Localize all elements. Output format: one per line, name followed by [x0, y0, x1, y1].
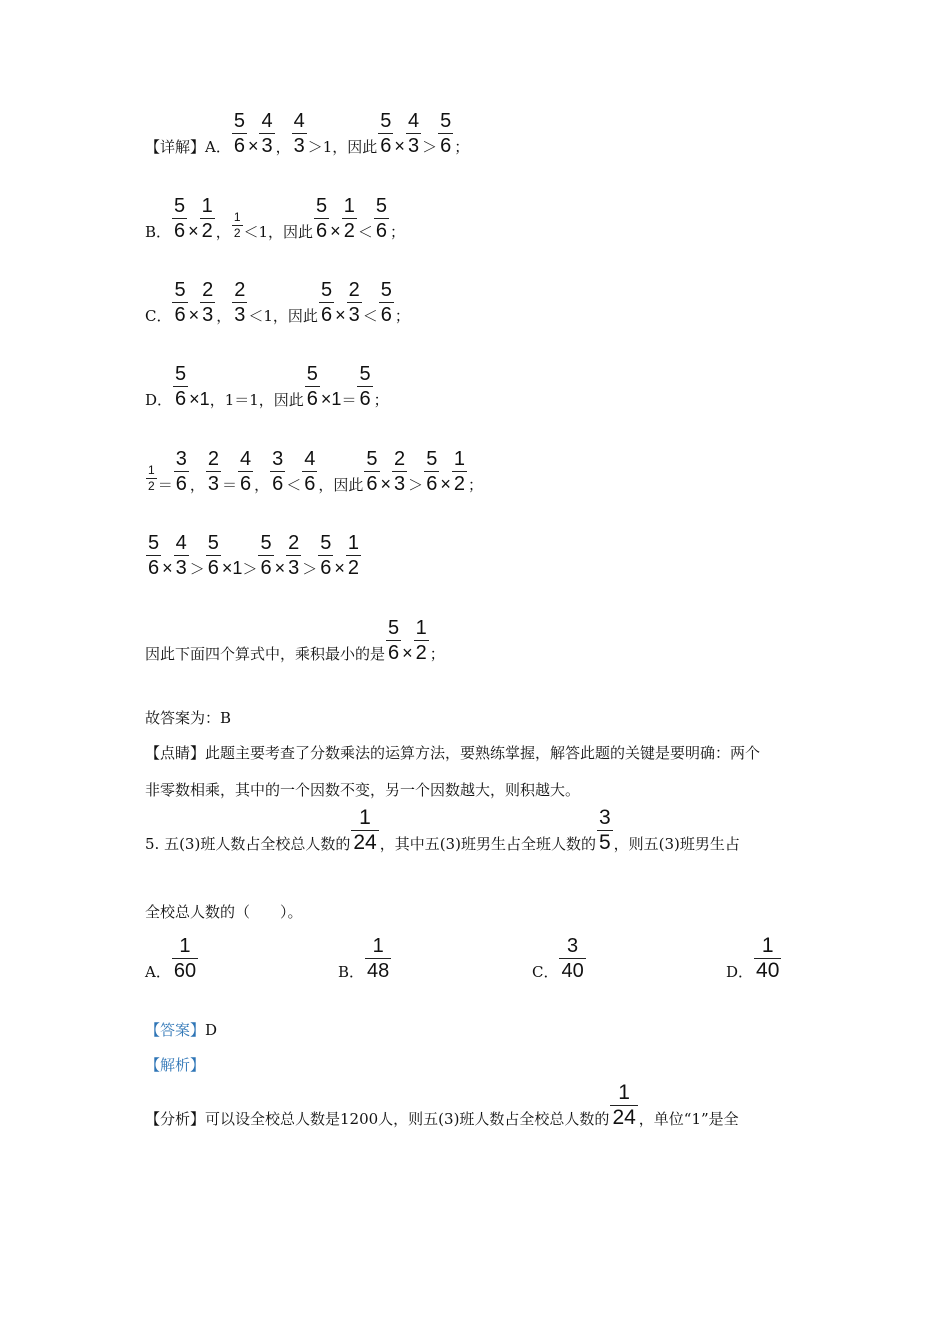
- numerator: 5: [366, 448, 378, 470]
- fraction-bar: [146, 555, 161, 556]
- multiply-sign: ×1: [320, 389, 342, 409]
- fraction-bar: [414, 640, 429, 641]
- text-run: ＞: [302, 560, 318, 578]
- fraction: [351, 807, 378, 854]
- fraction-bar: [318, 555, 333, 556]
- fraction-bar: [232, 133, 247, 134]
- fraction: [342, 195, 357, 242]
- denominator: 6: [207, 557, 219, 579]
- numerator: 5: [359, 363, 371, 385]
- numerator: 5: [380, 279, 392, 301]
- numerator: 1: [359, 806, 371, 829]
- fraction: [378, 110, 393, 157]
- text-run: ，: [254, 476, 270, 494]
- text-line: [145, 363, 389, 410]
- numerator: 1: [415, 617, 427, 639]
- text-run: 【详解】A．: [145, 138, 231, 156]
- denominator: 24: [353, 831, 377, 854]
- text-run: 5. 五(3)班人数占全校总人数的: [145, 835, 351, 853]
- text-run: ＜: [362, 307, 378, 325]
- denominator: 6: [375, 220, 387, 242]
- fraction: [232, 110, 247, 157]
- fraction-bar: [342, 218, 357, 219]
- option-label: D．: [726, 963, 754, 981]
- numerator: 1: [372, 935, 384, 957]
- text-run: ，: [275, 138, 291, 156]
- numerator: 1: [347, 532, 359, 554]
- multiply-sign: ×: [394, 136, 405, 156]
- text-line: [145, 1055, 205, 1075]
- denominator: 3: [234, 304, 246, 326]
- text-run: ，: [189, 476, 205, 494]
- numerator: 5: [316, 195, 328, 217]
- fraction: [392, 448, 407, 495]
- fraction: [374, 195, 389, 242]
- fraction-bar: [172, 218, 187, 219]
- fraction: [424, 448, 439, 495]
- fraction: [174, 532, 189, 579]
- fraction-bar: [200, 218, 215, 219]
- option-label: C．: [532, 963, 559, 981]
- text-line: [145, 1082, 739, 1129]
- numerator: 1: [148, 463, 155, 477]
- text-run: ；: [429, 645, 445, 663]
- fraction-bar: [286, 555, 301, 556]
- fraction: [559, 935, 585, 982]
- text-line: [145, 1020, 217, 1040]
- option-label: B．: [338, 963, 365, 981]
- denominator: 6: [320, 304, 333, 326]
- text-run: ，: [215, 223, 231, 241]
- multiply-sign: ×: [247, 136, 259, 156]
- fraction: [386, 617, 401, 664]
- fraction-bar: [302, 471, 317, 472]
- numerator: 3: [567, 935, 579, 957]
- fraction-bar: [357, 386, 372, 387]
- denominator: 3: [394, 473, 406, 495]
- numerator: 2: [394, 448, 406, 470]
- fraction-bar: [173, 386, 188, 387]
- denominator: 48: [367, 960, 390, 982]
- denominator: 6: [148, 557, 160, 579]
- numerator: 1: [179, 935, 191, 957]
- denominator: 24: [612, 1106, 636, 1129]
- fraction-bar: [424, 471, 439, 472]
- fraction: [357, 363, 372, 410]
- text-line: [145, 279, 410, 326]
- fraction-bar: [452, 471, 467, 472]
- text-line: [145, 743, 760, 763]
- text-run: ；: [394, 307, 410, 325]
- text-run: C．: [145, 307, 172, 325]
- fraction-bar: [374, 218, 389, 219]
- fraction: [379, 279, 394, 326]
- text-line: [145, 708, 231, 728]
- numerator: 2: [348, 279, 360, 301]
- text-line: [145, 902, 303, 922]
- fraction-bar: [559, 958, 585, 959]
- fraction: [238, 448, 253, 495]
- text-run: 非零数相乘，其中的一个因数不变，另一个因数越大，则积越大。: [145, 781, 581, 799]
- text-run: 全校总人数的（ ）。: [145, 903, 303, 921]
- denominator: 3: [261, 135, 273, 157]
- answer-option: [338, 935, 392, 982]
- fraction: [259, 110, 274, 157]
- fraction-bar: [364, 471, 379, 472]
- denominator: 40: [561, 960, 584, 982]
- text-run: ，: [216, 307, 232, 325]
- fraction: [232, 211, 243, 240]
- denominator: 6: [272, 473, 284, 495]
- numerator: 1: [201, 195, 213, 217]
- numerator: 2: [288, 532, 300, 554]
- fraction-bar: [292, 133, 307, 134]
- fraction: [173, 363, 188, 410]
- numerator: 1: [618, 1081, 630, 1104]
- fraction-bar: [174, 471, 189, 472]
- numerator: 5: [207, 532, 219, 554]
- numerator: 3: [272, 448, 284, 470]
- numerator: 5: [320, 532, 332, 554]
- numerator: 4: [293, 110, 305, 132]
- fraction: [414, 617, 429, 664]
- fraction-bar: [378, 133, 393, 134]
- fraction: [172, 195, 187, 242]
- numerator: 5: [375, 195, 387, 217]
- fraction: [174, 448, 189, 495]
- text-run: ＝: [341, 391, 357, 409]
- fraction-bar: [438, 133, 453, 134]
- text-run: D: [205, 1021, 218, 1039]
- denominator: 6: [366, 473, 378, 495]
- fraction-bar: [314, 218, 329, 219]
- text-run: 因此下面四个算式中，乘积最小的是: [145, 645, 386, 663]
- fraction: [754, 935, 781, 982]
- fraction: [610, 1082, 637, 1129]
- fraction: [302, 448, 317, 495]
- text-line: [145, 780, 580, 800]
- text-run: 【点睛】此题主要考查了分数乘法的运算方法，要熟练掌握，解答此题的关键是要明确：两个: [145, 744, 761, 762]
- fraction-bar: [238, 471, 253, 472]
- fraction-bar: [347, 302, 362, 303]
- denominator: 3: [207, 473, 219, 495]
- numerator: 5: [426, 448, 438, 470]
- denominator: 6: [440, 135, 452, 157]
- fraction-bar: [206, 471, 221, 472]
- numerator: 4: [261, 110, 273, 132]
- text-run: ＜1，因此: [248, 307, 318, 325]
- multiply-sign: ×: [188, 221, 199, 241]
- denominator: 2: [347, 557, 359, 579]
- multiply-sign: ×: [274, 558, 286, 578]
- fraction: [319, 279, 334, 326]
- text-run: ＞1，因此: [307, 138, 378, 156]
- numerator: 5: [148, 532, 160, 554]
- text-run: ；: [467, 476, 483, 494]
- fraction-bar: [258, 555, 273, 556]
- fraction: [364, 448, 379, 495]
- fraction: [172, 935, 198, 982]
- text-run: ；: [373, 391, 389, 409]
- fraction: [172, 279, 187, 326]
- text-run: ，因此: [318, 476, 364, 494]
- denominator: 3: [202, 304, 214, 326]
- fraction: [346, 532, 361, 579]
- numerator: 1: [761, 934, 774, 957]
- text-run: ；: [389, 223, 405, 241]
- denominator: 2: [201, 220, 213, 242]
- denominator: 6: [388, 642, 400, 664]
- text-run: 故答案为：B: [145, 709, 232, 727]
- text-line: [145, 617, 445, 664]
- fraction: [258, 532, 273, 579]
- text-run: 【分析】可以设全校总人数是1200人，则五(3)班人数占全校总人数的: [145, 1110, 610, 1128]
- section-label: 【解析】: [145, 1056, 206, 1074]
- denominator: 6: [233, 135, 245, 157]
- denominator: 3: [348, 304, 360, 326]
- multiply-sign: ×: [334, 558, 345, 578]
- fraction-bar: [232, 302, 247, 303]
- denominator: 2: [233, 226, 241, 240]
- text-run: ，: [209, 391, 225, 409]
- numerator: 1: [343, 195, 355, 217]
- fraction-bar: [365, 958, 391, 959]
- text-run: ＜1，因此: [243, 223, 314, 241]
- denominator: 6: [380, 135, 392, 157]
- text-run: B．: [145, 223, 172, 241]
- multiply-sign: ×1: [221, 558, 243, 578]
- fraction: [318, 532, 333, 579]
- denominator: 3: [288, 557, 300, 579]
- fraction: [406, 110, 421, 157]
- fraction: [146, 532, 161, 579]
- denominator: 6: [304, 473, 316, 495]
- fraction: [292, 110, 307, 157]
- fraction: [438, 110, 453, 157]
- numerator: 5: [306, 363, 318, 385]
- denominator: 6: [174, 220, 186, 242]
- numerator: 4: [304, 448, 316, 470]
- denominator: 6: [260, 557, 272, 579]
- fraction: [146, 464, 157, 493]
- numerator: 5: [380, 110, 392, 132]
- text-run: D．: [145, 391, 173, 409]
- text-line: [145, 448, 483, 495]
- denominator: 5: [598, 831, 611, 854]
- fraction: [200, 195, 215, 242]
- fraction-bar: [379, 302, 394, 303]
- multiply-sign: ×: [380, 474, 392, 494]
- denominator: 6: [306, 388, 318, 410]
- fraction: [286, 532, 301, 579]
- section-label: 【答案】: [145, 1021, 206, 1039]
- fraction-bar: [319, 302, 334, 303]
- text-run: ＞: [242, 560, 258, 578]
- numerator: 5: [320, 279, 333, 301]
- numerator: 1: [233, 210, 241, 224]
- multiply-sign: ×: [402, 643, 413, 663]
- numerator: 2: [202, 279, 214, 301]
- fraction-bar: [305, 386, 320, 387]
- answer-option: [726, 935, 782, 982]
- text-run: ＞: [189, 560, 205, 578]
- numerator: 1: [453, 448, 465, 470]
- numerator: 5: [233, 110, 245, 132]
- numerator: 2: [207, 448, 219, 470]
- multiply-sign: ×: [188, 305, 200, 325]
- denominator: 6: [320, 557, 332, 579]
- multiply-sign: ×: [440, 474, 451, 494]
- denominator: 3: [293, 135, 305, 157]
- numerator: 5: [388, 617, 400, 639]
- option-label: A．: [145, 963, 171, 981]
- fraction-bar: [392, 471, 407, 472]
- denominator: 3: [175, 557, 187, 579]
- fraction: [347, 279, 362, 326]
- text-line: [145, 110, 469, 157]
- fraction: [365, 935, 391, 982]
- numerator: 5: [440, 110, 452, 132]
- answer-option: [145, 935, 199, 982]
- numerator: 3: [175, 448, 187, 470]
- denominator: 6: [175, 388, 187, 410]
- fraction-bar: [270, 471, 285, 472]
- text-run: ＝: [221, 476, 237, 494]
- denominator: 2: [453, 473, 465, 495]
- fraction-bar: [386, 640, 401, 641]
- fraction-bar: [259, 133, 274, 134]
- text-run: ＞: [422, 138, 438, 156]
- fraction: [597, 807, 613, 854]
- denominator: 6: [426, 473, 438, 495]
- denominator: 3: [407, 135, 420, 157]
- numerator: 4: [239, 448, 252, 470]
- text-run: ，单位“1”是全: [638, 1110, 739, 1128]
- fraction: [270, 448, 285, 495]
- denominator: 60: [173, 960, 197, 982]
- fraction: [452, 448, 467, 495]
- text-run: ＞: [408, 476, 424, 494]
- fraction-bar: [406, 133, 421, 134]
- text-run: ，其中五(3)班男生占全班人数的: [379, 835, 596, 853]
- text-run: ，则五(3)班男生占: [613, 835, 740, 853]
- numerator: 5: [174, 279, 186, 301]
- numerator: 5: [174, 195, 186, 217]
- multiply-sign: ×1: [189, 389, 210, 409]
- fraction-bar: [346, 555, 361, 556]
- denominator: 6: [175, 473, 187, 495]
- denominator: 2: [343, 220, 355, 242]
- denominator: 6: [174, 304, 186, 326]
- fraction: [200, 279, 215, 326]
- text-line: [145, 532, 362, 579]
- fraction: [314, 195, 329, 242]
- text-line: [145, 807, 740, 854]
- text-run: ；: [454, 138, 470, 156]
- numerator: 5: [175, 363, 187, 385]
- fraction: [206, 448, 221, 495]
- text-line: [145, 195, 405, 242]
- fraction: [305, 363, 320, 410]
- denominator: 40: [756, 959, 780, 982]
- fraction-bar: [172, 958, 198, 959]
- fraction: [232, 279, 247, 326]
- numerator: 4: [407, 110, 420, 132]
- numerator: 2: [234, 279, 246, 301]
- denominator: 6: [316, 220, 328, 242]
- text-run: ＝: [157, 476, 173, 494]
- denominator: 6: [380, 304, 392, 326]
- multiply-sign: ×: [330, 221, 341, 241]
- multiply-sign: ×: [162, 558, 173, 578]
- denominator: 2: [415, 642, 427, 664]
- fraction-bar: [172, 302, 187, 303]
- answer-option: [532, 935, 587, 982]
- denominator: 6: [359, 388, 371, 410]
- multiply-sign: ×: [335, 305, 346, 325]
- denominator: 6: [239, 473, 252, 495]
- fraction-bar: [174, 555, 189, 556]
- fraction-bar: [206, 555, 221, 556]
- denominator: 2: [148, 479, 155, 493]
- numerator: 4: [175, 532, 187, 554]
- text-run: ＜: [286, 476, 302, 494]
- numerator: 5: [260, 532, 272, 554]
- fraction-bar: [200, 302, 215, 303]
- text-run: ＜: [357, 223, 373, 241]
- text-run: 1＝1，因此: [224, 391, 304, 409]
- fraction: [206, 532, 221, 579]
- numerator: 3: [598, 806, 611, 829]
